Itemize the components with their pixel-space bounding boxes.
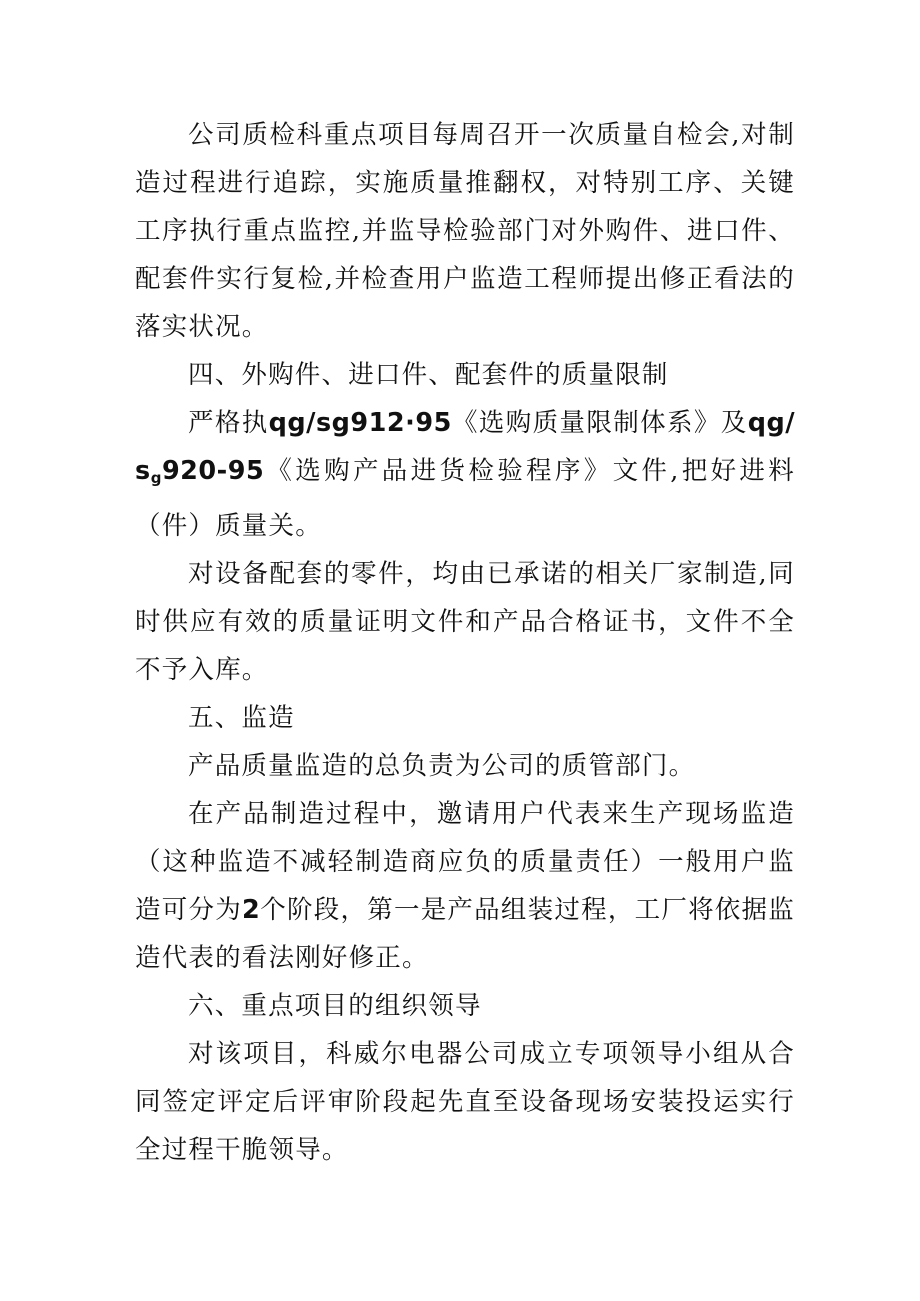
text-span: 《选购质量限制体系》及 — [451, 408, 748, 438]
paragraph-user-supervision — [135, 790, 795, 982]
paragraph-supervision-responsibility: 产品质量监造的总负责为公司的质管部门。 — [188, 751, 696, 781]
standard-code-2-subscript: g — [150, 469, 162, 487]
paragraph-supporting-parts: 对设备配套的零件，均由已承诺的相关厂家制造,同时供应有效的质量证明文件和产品合格证书，文件不全不予入库。 — [135, 559, 795, 685]
text-span: 在产品制造过程中，邀请用户代表来生产现场监造（这种监造不减轻制造商应负的质量责任）一般用户监造可分为 — [135, 799, 795, 925]
document-body — [135, 111, 795, 1174]
heading-section-5: 五、监造 — [188, 703, 295, 733]
standard-code-2-prefix: qg/s — [135, 408, 796, 486]
text-span: 《选购产品进货检验程序》文件,把好进料（件）质量关。 — [135, 456, 795, 541]
heading-section-4: 四、外购件、进口件、配套件的质量限制 — [188, 360, 669, 390]
text-span: 严格执 — [188, 408, 269, 438]
paragraph-quality-inspection: 公司质检科重点项目每周召开一次质量自检会,对制造过程进行追踪，实施质量推翻权，对特别工序、关键工序执行重点监控,并监导检验部门对外购件、进口件、配套件实行复检,并检查用户监造工程师提出修正看法的落实状况。 — [135, 120, 795, 342]
stage-count: 2 — [241, 895, 261, 925]
paragraph-procurement-standards — [135, 399, 795, 550]
standard-code-1: qg/sg912·95 — [268, 408, 452, 438]
heading-section-6: 六、重点项目的组织领导 — [188, 991, 482, 1021]
standard-code-2-suffix: 920-95 — [161, 456, 265, 486]
paragraph-project-leadership: 对该项目，科威尔电器公司成立专项领导小组从合同签定评定后评审阶段起先直至设备现场安装投运实行全过程干脆领导。 — [135, 1039, 795, 1165]
text-span: 个阶段，第一是产品组装过程，工厂将依据监造代表的看法刚好修正。 — [135, 895, 795, 973]
